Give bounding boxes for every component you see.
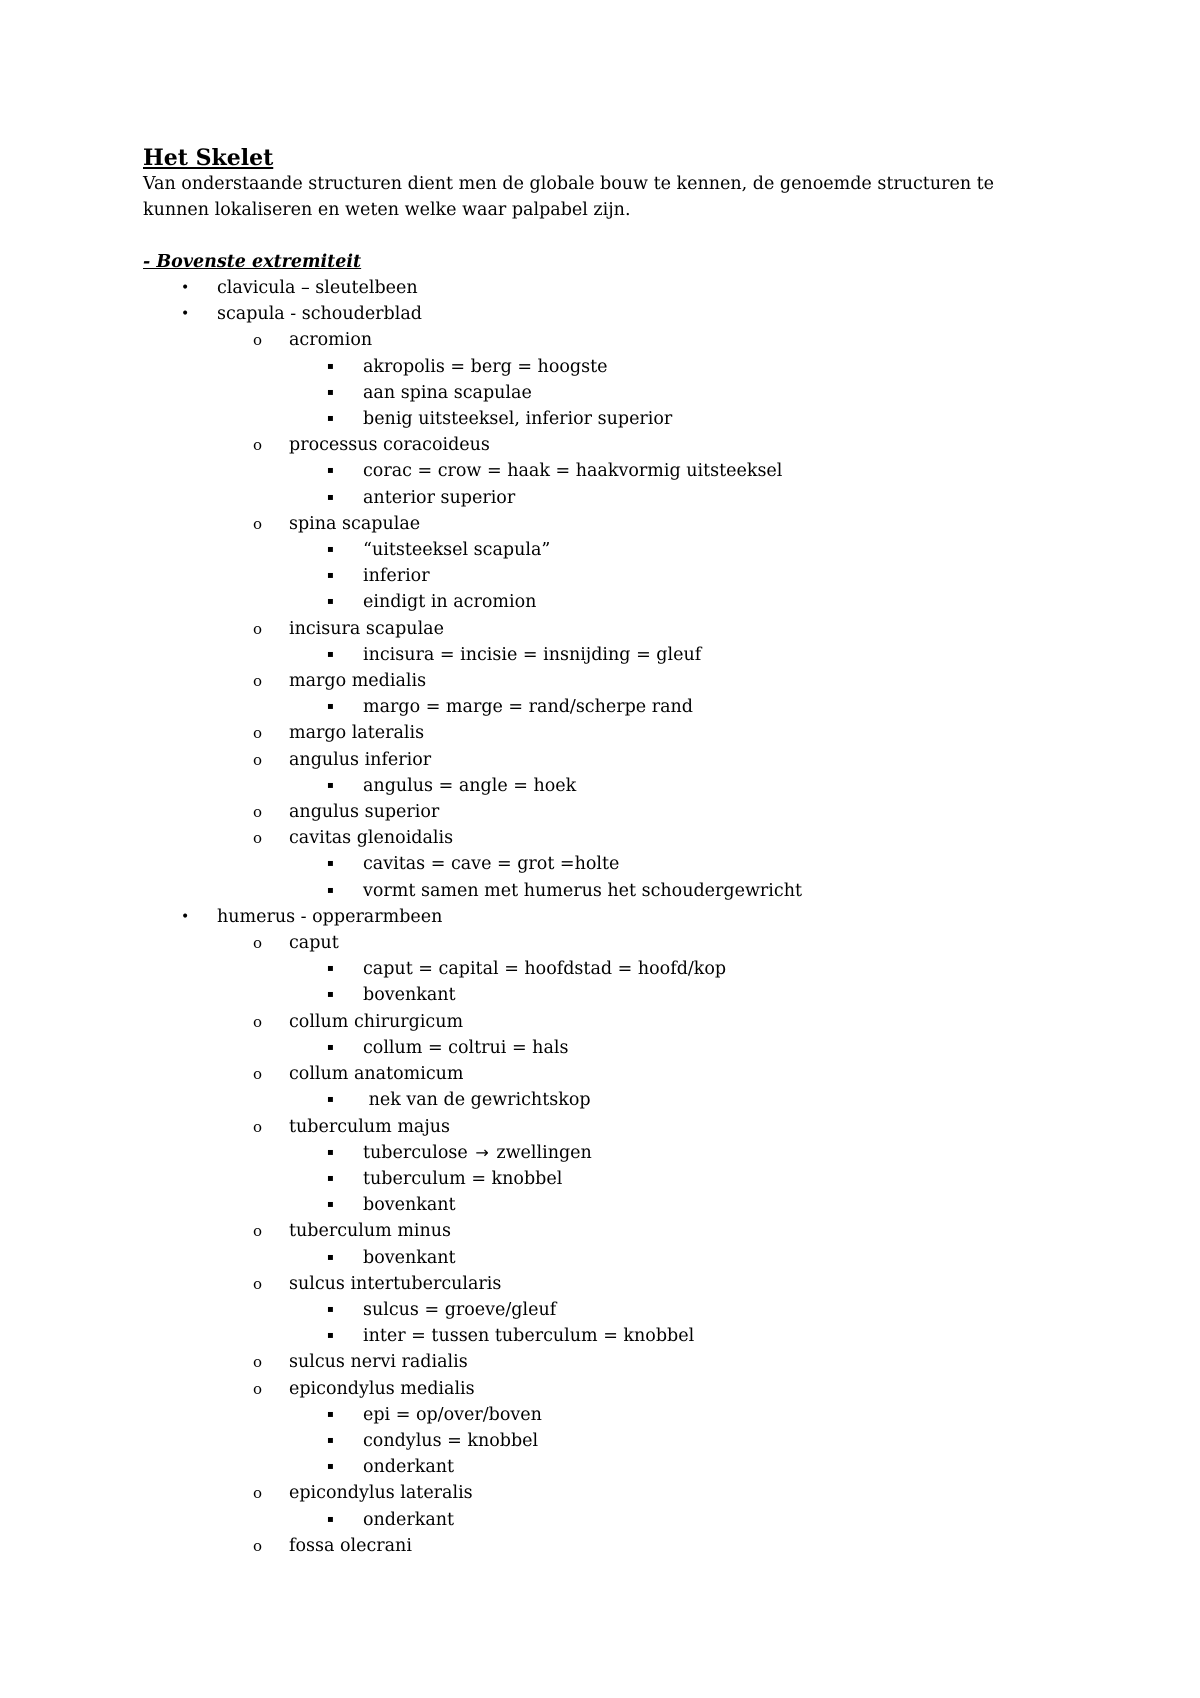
list-item-text: humerus - opperarmbeen <box>217 906 443 927</box>
list-item <box>143 851 1103 877</box>
arrow-right-icon: → <box>475 1142 489 1162</box>
list-item <box>143 1323 1103 1349</box>
list-item <box>143 982 1103 1008</box>
list-item-text: margo medialis <box>289 671 427 692</box>
list-item-text: epi = op/over/boven <box>363 1404 542 1425</box>
list-item <box>143 1533 1103 1559</box>
list-item <box>143 825 1103 851</box>
list-item <box>143 327 1103 353</box>
list-item <box>143 616 1103 642</box>
list-item <box>143 485 1103 511</box>
list-item-text: benig uitsteeksel, inferior superior <box>363 409 673 430</box>
document-content <box>143 145 1103 1559</box>
list-item <box>143 511 1103 537</box>
circle-bullet-icon: o <box>253 1353 263 1372</box>
square-bullet-icon: ▪ <box>327 1041 334 1053</box>
list-item <box>143 458 1103 484</box>
square-bullet-icon: ▪ <box>327 544 334 556</box>
circle-bullet-icon: o <box>253 750 263 769</box>
list-item <box>143 1454 1103 1480</box>
list-item-text: sulcus nervi radialis <box>289 1352 468 1373</box>
list-item-text: cavitas glenoidalis <box>289 828 454 849</box>
square-bullet-icon: ▪ <box>327 413 334 425</box>
list-item <box>143 642 1103 668</box>
circle-bullet-icon: o <box>253 1484 263 1503</box>
list-item <box>143 1009 1103 1035</box>
list-item-text: tuberculum = knobbel <box>363 1168 563 1189</box>
circle-bullet-icon: o <box>253 1536 263 1555</box>
list-item <box>143 720 1103 746</box>
circle-bullet-icon: o <box>253 619 263 638</box>
list-item-text: collum = coltrui = hals <box>363 1037 569 1058</box>
square-bullet-icon: ▪ <box>327 1094 334 1106</box>
list-item-text: collum chirurgicum <box>289 1011 464 1032</box>
square-bullet-icon: ▪ <box>327 1303 334 1315</box>
bullet-icon: • <box>181 908 190 925</box>
list-item-text: scapula - schouderblad <box>217 304 422 325</box>
square-bullet-icon: ▪ <box>327 570 334 582</box>
square-bullet-icon: ▪ <box>327 465 334 477</box>
list-item-text: fossa olecrani <box>289 1535 412 1556</box>
list-item <box>143 589 1103 615</box>
list-item <box>143 406 1103 432</box>
list-item-text: anterior superior <box>363 487 516 508</box>
list-item-text: corac = crow = haak = haakvormig uitsteeksel <box>363 461 783 482</box>
list-item-text: epicondylus lateralis <box>289 1483 473 1504</box>
square-bullet-icon: ▪ <box>327 963 334 975</box>
list-item <box>143 1140 1103 1166</box>
square-bullet-icon: ▪ <box>327 1172 334 1184</box>
list-item <box>143 1192 1103 1218</box>
list-item-text: nek van de gewrichtskop <box>363 1090 591 1111</box>
circle-bullet-icon: o <box>253 1379 263 1398</box>
list-item-text: tuberculum majus <box>289 1116 451 1137</box>
square-bullet-icon: ▪ <box>327 1199 334 1211</box>
square-bullet-icon: ▪ <box>327 858 334 870</box>
section-heading: - Bovenste extremiteit <box>143 252 362 272</box>
list-item-text: bovenkant <box>363 1195 456 1216</box>
list-item-text: akropolis = berg = hoogste <box>363 356 608 377</box>
list-item-text: bovenkant <box>363 1247 456 1268</box>
list-item <box>143 668 1103 694</box>
list-item-text: processus coracoideus <box>289 435 490 456</box>
list-item-text: incisura = incisie = insnijding = gleuf <box>363 644 702 665</box>
list-item-text: caput <box>289 933 339 954</box>
list-item <box>143 1271 1103 1297</box>
list-item-text: margo lateralis <box>289 723 425 744</box>
list-item-text: sulcus = groeve/gleuf <box>363 1299 557 1320</box>
circle-bullet-icon: o <box>253 1222 263 1241</box>
square-bullet-icon: ▪ <box>327 1330 334 1342</box>
list-item-text: incisura scapulae <box>289 618 444 639</box>
list-item <box>143 956 1103 982</box>
bullet-icon: • <box>181 280 190 296</box>
list-item <box>143 563 1103 589</box>
square-bullet-icon: ▪ <box>327 491 334 503</box>
list-item-text: epicondylus medialis <box>289 1378 475 1399</box>
list-item-text: acromion <box>289 330 373 351</box>
square-bullet-icon: ▪ <box>327 701 334 713</box>
square-bullet-icon: ▪ <box>327 1146 334 1158</box>
list-item <box>143 1061 1103 1087</box>
circle-bullet-icon: o <box>253 724 263 743</box>
list-item <box>143 904 1103 930</box>
list-item-text: caput = capital = hoofdstad = hoofd/kop <box>363 959 727 980</box>
bullet-icon: • <box>181 306 190 323</box>
list-item-text: angulus = angle = hoek <box>363 775 577 796</box>
square-bullet-icon: ▪ <box>327 360 334 372</box>
list-item-text: tuberculose <box>363 1142 468 1163</box>
intro-line: kunnen lokaliseren en weten welke waar palpabel zijn. <box>143 200 631 220</box>
square-bullet-icon: ▪ <box>327 989 334 1001</box>
circle-bullet-icon: o <box>253 672 263 691</box>
list-item-text: clavicula – sleutelbeen <box>217 278 418 298</box>
circle-bullet-icon: o <box>253 1274 263 1293</box>
circle-bullet-icon: o <box>253 436 263 455</box>
square-bullet-icon: ▪ <box>327 1251 334 1263</box>
list-item <box>143 354 1103 380</box>
circle-bullet-icon: o <box>253 331 263 350</box>
list-item-text: margo = marge = rand/scherpe rand <box>363 697 693 718</box>
circle-bullet-icon: o <box>253 1012 263 1031</box>
list-item-text: cavitas = cave = grot =holte <box>363 854 620 875</box>
list-item <box>143 380 1103 406</box>
list-item-text: eindigt in acromion <box>363 592 537 613</box>
circle-bullet-icon: o <box>253 934 263 953</box>
list-item <box>143 1166 1103 1192</box>
list-item-text: zwellingen <box>496 1142 592 1163</box>
list-item-text: angulus inferior <box>289 749 432 770</box>
square-bullet-icon: ▪ <box>327 884 334 896</box>
list-item-text: onderkant <box>363 1509 455 1530</box>
square-bullet-icon: ▪ <box>327 1434 334 1446</box>
list-item <box>143 930 1103 956</box>
square-bullet-icon: ▪ <box>327 1461 334 1473</box>
list-item <box>143 747 1103 773</box>
circle-bullet-icon: o <box>253 803 263 822</box>
list-item <box>143 1297 1103 1323</box>
list-item-text: collum anatomicum <box>289 1064 464 1085</box>
square-bullet-icon: ▪ <box>327 1408 334 1420</box>
list-item-text: spina scapulae <box>289 513 421 534</box>
list-item <box>143 694 1103 720</box>
square-bullet-icon: ▪ <box>327 596 334 608</box>
list-item <box>143 275 1103 301</box>
list-item <box>143 1349 1103 1375</box>
list-item <box>143 301 1103 327</box>
list-item-text: inferior <box>363 566 430 587</box>
list-item-text: onderkant <box>363 1457 455 1478</box>
circle-bullet-icon: o <box>253 514 263 533</box>
list-item <box>143 1218 1103 1244</box>
square-bullet-icon: ▪ <box>327 779 334 791</box>
list-item-text: condylus = knobbel <box>363 1430 539 1451</box>
circle-bullet-icon: o <box>253 829 263 848</box>
list-item <box>143 1245 1103 1271</box>
blank-line <box>143 223 1103 249</box>
list-item <box>143 432 1103 458</box>
intro-line: Van onderstaande structuren dient men de globale bouw te kennen, de genoemde structuren te <box>143 174 995 194</box>
list-item <box>143 1402 1103 1428</box>
list-item <box>143 773 1103 799</box>
list-item-text: angulus superior <box>289 802 440 823</box>
list-item-text: inter = tussen tuberculum = knobbel <box>363 1326 695 1347</box>
list-item-text: tuberculum minus <box>289 1221 452 1242</box>
list-item-text: sulcus intertubercularis <box>289 1273 502 1294</box>
list-item <box>143 1114 1103 1140</box>
square-bullet-icon: ▪ <box>327 648 334 660</box>
list-item <box>143 799 1103 825</box>
list-item <box>143 878 1103 904</box>
list-item <box>143 1087 1103 1113</box>
list-item <box>143 1035 1103 1061</box>
list-item <box>143 1376 1103 1402</box>
list-item <box>143 1507 1103 1533</box>
list-item-text: bovenkant <box>363 985 456 1006</box>
list-item-text: aan spina scapulae <box>363 382 532 403</box>
list-item-text: vormt samen met humerus het schoudergewricht <box>363 880 803 901</box>
circle-bullet-icon: o <box>253 1065 263 1084</box>
square-bullet-icon: ▪ <box>327 1513 334 1525</box>
list-item <box>143 537 1103 563</box>
list-item <box>143 1428 1103 1454</box>
circle-bullet-icon: o <box>253 1117 263 1136</box>
list-item <box>143 1480 1103 1506</box>
list-item-text: “uitsteeksel scapula” <box>363 540 551 561</box>
square-bullet-icon: ▪ <box>327 386 334 398</box>
document-title: Het Skelet <box>143 145 274 171</box>
